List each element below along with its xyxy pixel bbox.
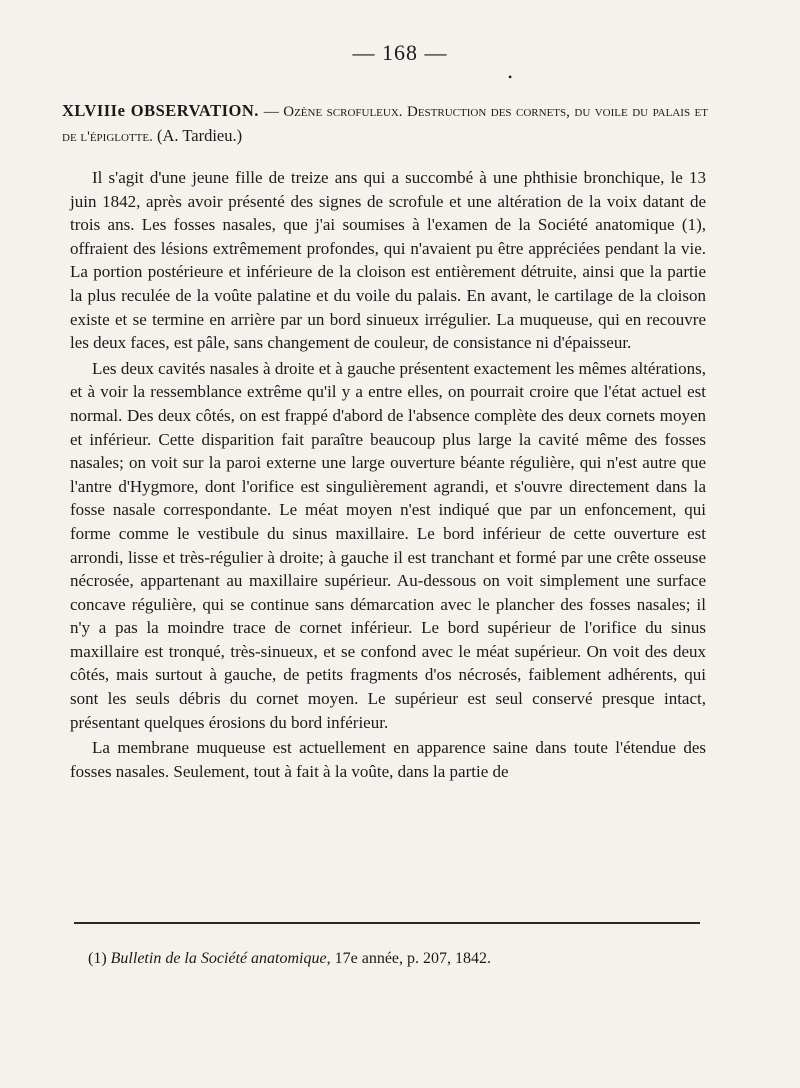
paragraph: Il s'agit d'une jeune fille de treize ans qui a succombé à une phthisie bronchique, le 13 juin 1842, après avoir présenté des signes de scrofule et une altération de la voix datant de trois ans. Les fosses nasales, que j'ai soumises à l'examen de la Société anatomique (1), offraient des lésions extrêmement profondes, qui n'avaient pu être appréciées pendant la vie. La portion postérieure et inférieure de la cloison est entièrement détruite, ainsi que la partie la plus reculée de la voûte palatine et du voile du palais. En avant, le cartilage de la cloison existe et se termine en arrière par un bord sinueux irrégulier. La muqueuse, qui en recouvre les deux faces, est pâle, sans changement de couleur, de consistance ni d'épaisseur. <box>70 168 706 353</box>
ink-dot: • <box>508 70 513 84</box>
footnote-details: , 17e année, p. 207, 1842. <box>326 950 492 967</box>
page-number: — 168 — <box>352 40 448 65</box>
paragraph: Les deux cavités nasales à droite et à gauche présentent exactement les mêmes altérations, et à voir la ressemblance extrême qu'il y a entre elles, on pourrait croire que l'état actuel est normal. Des deux côtés, on est frappé d'abord de l'absence complète des deux cornets moyen et inférieur. Cette disparition fait paraître beaucoup plus large la cavité même des fosses nasales; on voit sur la paroi externe une large ouverture béante régulière, qui n'est autre que l'antre d'Hygmore, dont l'orifice est singulièrement agrandi, et s'ouvre directement dans la fosse nasale correspondante. Le méat moyen n'est indiqué que par un enfoncement, qui forme comme le vestibule du sinus maxillaire. Le bord inférieur de cette ouverture est arrondi, lisse et très-régulier à droite; à gauche il est tranchant et formé par une crête osseuse nécrosée, appartenant au maxillaire supérieur. Au-dessous on voit simplement une surface concave régulière, qui se continue sans démarcation avec le plancher des fosses nasales; il n'y a pas la moindre trace de cornet inférieur. Le bord supérieur de l'orifice du sinus maxillaire est tronqué, très-sinueux, et se confond avec le méat supérieur. On voit des deux côtés, mais surtout à gauche, de petits fragments d'os nécrosés, faiblement adhérents, qui sont les seuls débris du cornet moyen. Le supérieur est seul conservé presque intact, présentant quelques érosions du bord inférieur. <box>70 358 706 732</box>
footnote <box>88 948 708 970</box>
paragraph: La membrane muqueuse est actuellement en apparence saine dans toute l'étendue des fosses nasales. Seulement, tout à fait à la voûte, dans la partie de <box>70 738 706 781</box>
observation-heading <box>62 99 708 149</box>
body-text <box>70 166 706 785</box>
footnote-source: Bulletin de la Société anatomique <box>110 950 327 967</box>
footnote-divider <box>74 922 700 924</box>
observation-author: (A. Tardieu.) <box>156 126 243 145</box>
observation-number: XLVIIIe OBSERVATION. <box>62 101 259 120</box>
observation-title: — Ozène scrofuleux. Destruction des cornets, du voile du palais et de l'épiglotte. <box>62 104 708 145</box>
footnote-marker: (1) <box>88 950 107 967</box>
